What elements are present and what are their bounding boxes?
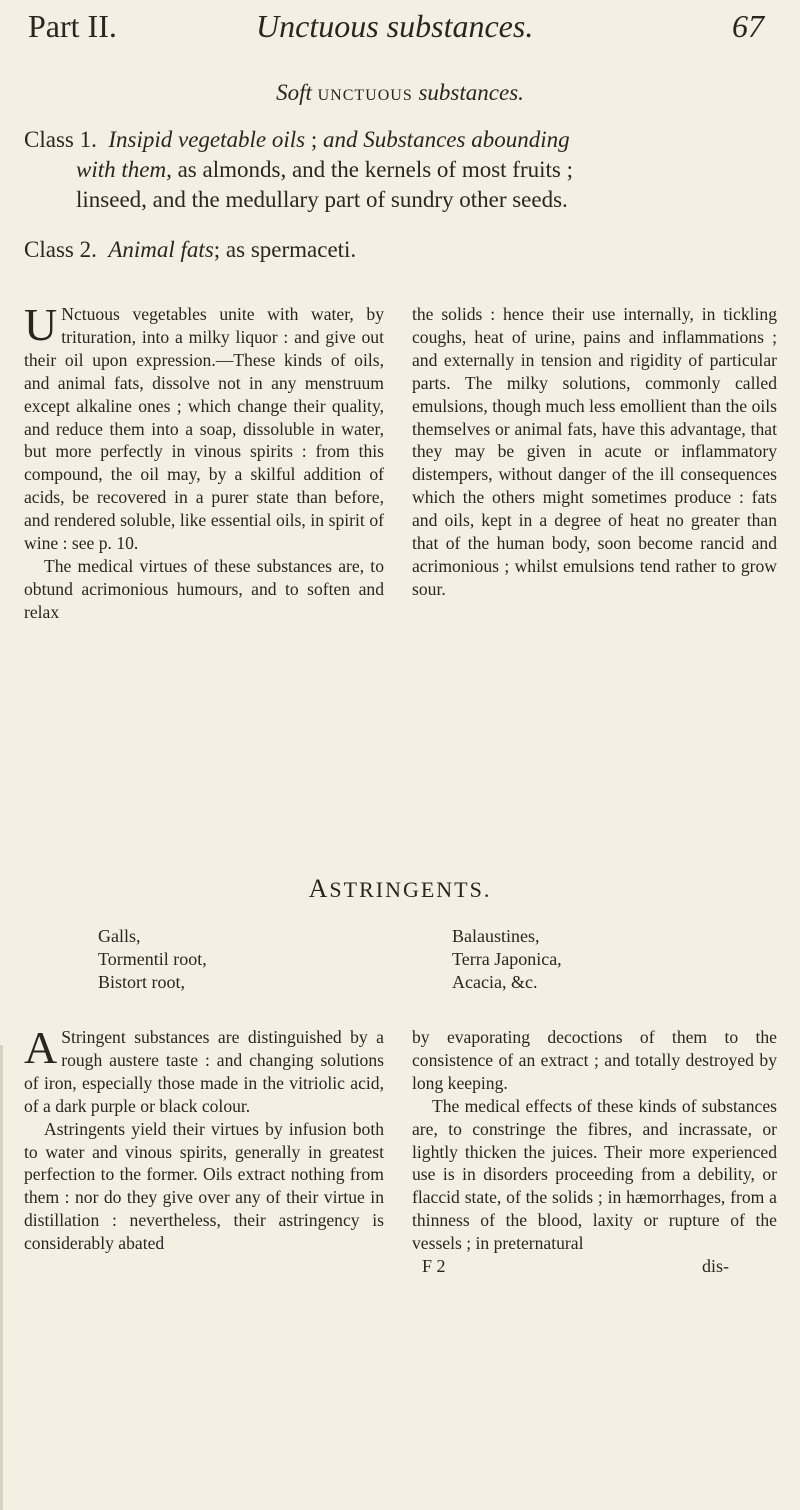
unctuous-paragraph-1: Nctuous vegetables unite with water, by trituration, into a milky liquor : and give out their oil upon expression.—These kinds of oils, and animal fats, dissolve not in any menstruum except alkaline ones ; which change their quality, and reduce them into a soap, dissoluble in water, but more perfectly in vinous spirits : from this compound, the oil may, by a skilful addition of acids, be recovered in a purer state than before, and rendered soluble, like essential oils, in spirit of wine : see p. 10. — [24, 304, 384, 554]
astringents-list-right — [452, 925, 562, 994]
class-1-line-1 — [24, 127, 570, 153]
catchword: dis- — [702, 1256, 729, 1277]
class-2-label: Class 2. — [24, 237, 97, 262]
class-1-italic-c: with them, — [76, 157, 172, 182]
class-2-italic: Animal fats — [108, 237, 214, 262]
page-edge-shadow — [0, 1045, 3, 1510]
running-head — [28, 6, 768, 46]
list-item: Balaustines, — [452, 926, 540, 946]
unctuous-paragraph-2: The medical virtues of these substances are, to obtund acrimonious humours, and to soften and relax — [24, 555, 384, 622]
class-1-line-2-rest: as almonds, and the kernels of most fruits ; — [171, 157, 573, 182]
astringents-paragraph-1: Stringent substances are distinguished by a rough austere taste : and changing solutions of iron, especially those made in the vitriolic acid, of a dark purple or black colour. — [24, 1027, 384, 1116]
astringents-left-column — [24, 1022, 384, 1255]
class-1-mid: ; — [305, 127, 323, 152]
drop-cap-u: U — [24, 299, 58, 350]
list-item: Bistort root, — [98, 972, 186, 992]
class-2-line — [24, 237, 356, 263]
unctuous-right-column — [412, 303, 777, 601]
astringents-heading-cap: A — [308, 874, 330, 903]
astringents-list-left — [98, 925, 207, 994]
list-item: Acacia, &c. — [452, 972, 538, 992]
unctuous-left-column — [24, 299, 384, 624]
page-number: 67 — [732, 8, 764, 44]
section-title-rest: substances. — [418, 80, 524, 105]
class-1-label: Class 1. — [24, 127, 97, 152]
astringents-heading-rest: STRINGENTS. — [329, 877, 492, 902]
page-footer — [412, 1255, 777, 1278]
class-1-line-2 — [76, 157, 573, 183]
class-1-line-3: linseed, and the medullary part of sundry other seeds. — [76, 187, 568, 212]
list-item: Galls, — [98, 926, 141, 946]
class-2-rest: ; as spermaceti. — [213, 237, 357, 262]
astringents-paragraph-2: Astringents yield their virtues by infusion both to water and vinous spirits, generally in greatest perfection to the former. Oils extract nothing from them : nor do they give over any of their virtue in distillation : nevertheless, their astringency is considerably abated — [24, 1118, 384, 1254]
section-title — [0, 80, 800, 106]
class-1-italic-b: and Substances abounding — [322, 127, 570, 152]
astringents-right-column — [412, 1026, 777, 1278]
list-item: Tormentil root, — [98, 949, 207, 969]
astringents-paragraph-3: by evaporating decoctions of them to the consistence of an extract ; and totally destroyed by long keeping. — [412, 1027, 777, 1093]
section-title-smallcaps: unctuous — [317, 80, 413, 105]
drop-cap-a: A — [24, 1022, 58, 1073]
section-title-italic: Soft — [276, 80, 312, 105]
unctuous-paragraph-3: the solids : hence their use internally, in tickling coughs, heat of urine, pains and inflammations ; and externally in tension and rigidity of particular parts. The milky solutions, commonly called emulsions, though much less emollient than the oils themselves or animal fats, have this advantage, that they may be given in acute or inflammatory distempers, without danger of the ill consequences which the others might sometimes produce : fats and oils, kept in a degree of heat no greater than that of the human body, soon become rancid and acrimonious ; whilst emulsions tend rather to grow sour. — [412, 304, 777, 599]
signature-mark: F 2 — [422, 1256, 446, 1277]
astringents-paragraph-4: The medical effects of these kinds of substances are, to constringe the fibres, and incrassate, or lightly thicken the juices. Their more experienced use is in disorders proceeding from a debility, or flaccid state, of the solids ; in hæmorrhages, from a thinness of the blood, laxity or rupture of the vessels ; in preternatural — [412, 1095, 777, 1254]
running-head-part: Part II. — [28, 8, 117, 44]
astringents-heading — [0, 874, 800, 904]
list-item: Terra Japonica, — [452, 949, 562, 969]
class-1-italic-a: Insipid vegetable oils — [108, 127, 306, 152]
running-head-title: Unctuous substances. — [256, 8, 534, 44]
